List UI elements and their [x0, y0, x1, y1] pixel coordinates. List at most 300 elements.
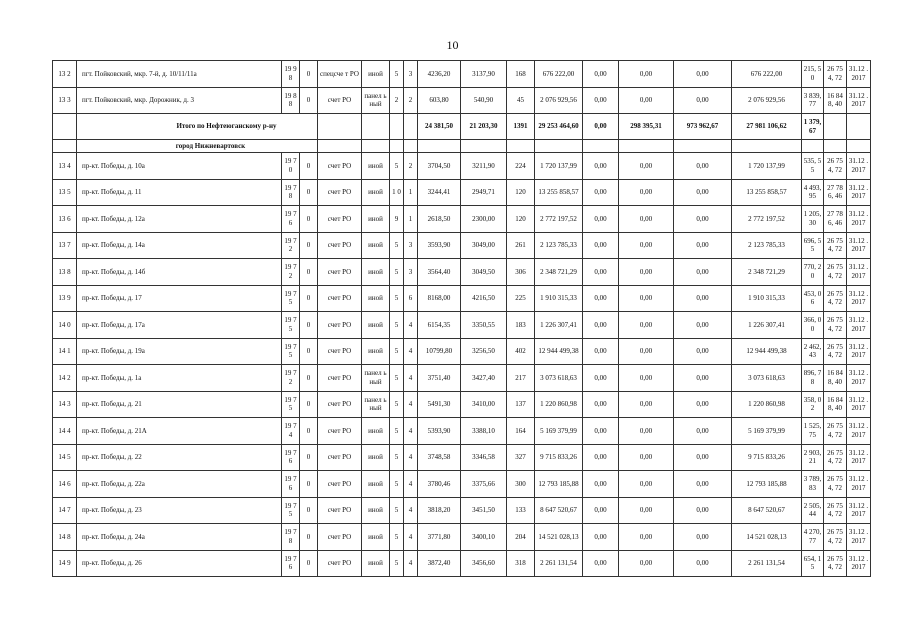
table-row [53, 391, 871, 418]
deadline: 31.12 .2017 [847, 524, 871, 551]
cost-2: 0,00 [619, 206, 674, 233]
total-c3: 973 962,67 [674, 114, 732, 140]
cost-1: 0,00 [583, 87, 619, 114]
cost-2: 0,00 [619, 418, 674, 445]
zero-flag: 0 [300, 285, 318, 312]
build-year: 19 75 [282, 312, 300, 339]
table-row [53, 338, 871, 365]
deadline: 31.12 .2017 [847, 179, 871, 206]
repair-sum: 2 261 131,54 [535, 550, 583, 577]
living-area: 3451,50 [461, 497, 507, 524]
address: пр-кт. Победы, д. 17а [77, 312, 282, 339]
row-number: 13 6 [53, 206, 77, 233]
floors: 5 [390, 444, 404, 471]
total-cost: 2 261 131,54 [732, 550, 802, 577]
limit-cost: 26 754, 72 [824, 497, 847, 524]
build-year: 19 72 [282, 365, 300, 392]
build-year: 19 74 [282, 418, 300, 445]
total-area: 3704,50 [418, 153, 461, 180]
deadline: 31.12 .2017 [847, 338, 871, 365]
account-type: счет РО [318, 312, 362, 339]
total-cost: 1 720 137,99 [732, 153, 802, 180]
cost-3: 0,00 [674, 87, 732, 114]
total-area: 2618,50 [418, 206, 461, 233]
residents: 217 [507, 365, 535, 392]
floors: 2 [390, 87, 404, 114]
total-cost: 12 793 185,88 [732, 471, 802, 498]
floors: 5 [390, 524, 404, 551]
cost-2: 0,00 [619, 285, 674, 312]
cost-per-m2: 358, 02 [802, 391, 824, 418]
total-area: 3244,41 [418, 179, 461, 206]
cost-3: 0,00 [674, 312, 732, 339]
living-area: 540,90 [461, 87, 507, 114]
wall-material: иной [362, 285, 390, 312]
cost-3: 0,00 [674, 524, 732, 551]
residents: 204 [507, 524, 535, 551]
repair-sum: 5 169 379,99 [535, 418, 583, 445]
floors: 5 [390, 418, 404, 445]
living-area: 3211,90 [461, 153, 507, 180]
deadline: 31.12 .2017 [847, 259, 871, 286]
residents: 300 [507, 471, 535, 498]
limit-cost: 26 754, 72 [824, 312, 847, 339]
deadline: 31.12 .2017 [847, 312, 871, 339]
account-type: счет РО [318, 550, 362, 577]
table-row [53, 497, 871, 524]
wall-material: панел ьный [362, 365, 390, 392]
total-sum: 29 253 464,60 [535, 114, 583, 140]
build-year: 19 75 [282, 497, 300, 524]
floors: 9 [390, 206, 404, 233]
total-area: 8168,00 [418, 285, 461, 312]
cost-per-m2: 1 525, 75 [802, 418, 824, 445]
floors: 5 [390, 497, 404, 524]
repair-sum: 676 222,00 [535, 61, 583, 88]
residents: 45 [507, 87, 535, 114]
zero-flag: 0 [300, 259, 318, 286]
cost-1: 0,00 [583, 232, 619, 259]
zero-flag: 0 [300, 338, 318, 365]
cost-2: 0,00 [619, 232, 674, 259]
account-type: счет РО [318, 391, 362, 418]
total-area: 3818,20 [418, 497, 461, 524]
total-area: 24 381,50 [418, 114, 461, 140]
living-area: 3388,10 [461, 418, 507, 445]
entrances: 4 [404, 418, 418, 445]
limit-cost: 26 754, 72 [824, 232, 847, 259]
living-area: 3400,10 [461, 524, 507, 551]
limit-cost: 26 754, 72 [824, 550, 847, 577]
address: пр-кт. Победы, д. 1а [77, 365, 282, 392]
table-row [53, 206, 871, 233]
cost-1: 0,00 [583, 418, 619, 445]
cost-2: 0,00 [619, 61, 674, 88]
residents: 133 [507, 497, 535, 524]
row-number: 13 5 [53, 179, 77, 206]
cost-2: 0,00 [619, 179, 674, 206]
residents: 224 [507, 153, 535, 180]
cost-2: 0,00 [619, 550, 674, 577]
total-c2: 298 395,31 [619, 114, 674, 140]
entrances: 4 [404, 444, 418, 471]
build-year: 19 76 [282, 444, 300, 471]
cost-1: 0,00 [583, 338, 619, 365]
account-type: счет РО [318, 232, 362, 259]
total-living-area: 21 203,30 [461, 114, 507, 140]
address: пр-кт. Победы, д. 14а [77, 232, 282, 259]
floors: 1 0 [390, 179, 404, 206]
row-number: 14 3 [53, 391, 77, 418]
cost-1: 0,00 [583, 61, 619, 88]
wall-material: иной [362, 259, 390, 286]
floors: 5 [390, 259, 404, 286]
row-number: 14 2 [53, 365, 77, 392]
address: пр-кт. Победы, д. 22 [77, 444, 282, 471]
row-number: 14 9 [53, 550, 77, 577]
repair-sum: 2 772 197,52 [535, 206, 583, 233]
cost-3: 0,00 [674, 179, 732, 206]
table-row [53, 444, 871, 471]
cost-per-m2: 366, 00 [802, 312, 824, 339]
floors: 5 [390, 61, 404, 88]
floors: 5 [390, 153, 404, 180]
row-number: 14 6 [53, 471, 77, 498]
table-row [53, 418, 871, 445]
wall-material: иной [362, 153, 390, 180]
address: пр-кт. Победы, д. 21А [77, 418, 282, 445]
entrances: 4 [404, 471, 418, 498]
residents: 183 [507, 312, 535, 339]
build-year: 19 72 [282, 259, 300, 286]
repair-sum: 2 076 929,56 [535, 87, 583, 114]
cost-per-m2: 654, 15 [802, 550, 824, 577]
total-cost: 14 521 028,13 [732, 524, 802, 551]
wall-material: иной [362, 471, 390, 498]
total-rate: 1 379, 67 [802, 114, 824, 140]
account-type: счет РО [318, 206, 362, 233]
address: пгт. Пойковский, мкр. 7-й, д. 10/11/11а [77, 61, 282, 88]
limit-cost: 16 848, 40 [824, 87, 847, 114]
repair-sum: 9 715 833,26 [535, 444, 583, 471]
cost-3: 0,00 [674, 259, 732, 286]
living-area: 3375,66 [461, 471, 507, 498]
address: пгт. Пойковский, мкр. Дорожник, д. 3 [77, 87, 282, 114]
row-number: 13 2 [53, 61, 77, 88]
zero-flag: 0 [300, 497, 318, 524]
cost-2: 0,00 [619, 471, 674, 498]
floors: 5 [390, 391, 404, 418]
cost-3: 0,00 [674, 444, 732, 471]
cost-per-m2: 2 462, 43 [802, 338, 824, 365]
limit-cost: 27 786, 46 [824, 179, 847, 206]
limit-cost: 26 754, 72 [824, 418, 847, 445]
cost-1: 0,00 [583, 153, 619, 180]
total-area: 3748,58 [418, 444, 461, 471]
repair-sum: 13 255 858,57 [535, 179, 583, 206]
wall-material: иной [362, 61, 390, 88]
residents: 327 [507, 444, 535, 471]
account-type: спецсче т РО [318, 61, 362, 88]
cost-2: 0,00 [619, 153, 674, 180]
total-area: 10799,80 [418, 338, 461, 365]
repair-sum: 12 944 499,38 [535, 338, 583, 365]
living-area: 2949,71 [461, 179, 507, 206]
entrances: 3 [404, 232, 418, 259]
total-cost: 12 944 499,38 [732, 338, 802, 365]
cost-3: 0,00 [674, 418, 732, 445]
living-area: 3410,00 [461, 391, 507, 418]
wall-material: иной [362, 312, 390, 339]
residents: 120 [507, 179, 535, 206]
cost-2: 0,00 [619, 524, 674, 551]
deadline: 31.12 .2017 [847, 61, 871, 88]
residents: 306 [507, 259, 535, 286]
total-label: Итого по Нефтеюганскому р-ну [77, 114, 318, 140]
row-number: 14 4 [53, 418, 77, 445]
residents: 225 [507, 285, 535, 312]
zero-flag: 0 [300, 550, 318, 577]
table-row [53, 550, 871, 577]
limit-cost: 16 848, 40 [824, 365, 847, 392]
build-year: 19 72 [282, 232, 300, 259]
repair-sum: 1 910 315,33 [535, 285, 583, 312]
entrances: 6 [404, 285, 418, 312]
deadline: 31.12 .2017 [847, 497, 871, 524]
row-number: 14 7 [53, 497, 77, 524]
cost-3: 0,00 [674, 550, 732, 577]
cost-1: 0,00 [583, 285, 619, 312]
wall-material: иной [362, 524, 390, 551]
limit-cost: 26 754, 72 [824, 259, 847, 286]
city-name: город Нижневартовск [77, 140, 318, 153]
repair-sum: 1 220 860,98 [535, 391, 583, 418]
zero-flag: 0 [300, 61, 318, 88]
cost-per-m2: 3 789, 83 [802, 471, 824, 498]
cost-3: 0,00 [674, 61, 732, 88]
cost-2: 0,00 [619, 497, 674, 524]
living-area: 4216,50 [461, 285, 507, 312]
wall-material: иной [362, 497, 390, 524]
cost-3: 0,00 [674, 338, 732, 365]
cost-per-m2: 896, 78 [802, 365, 824, 392]
cost-per-m2: 453, 06 [802, 285, 824, 312]
total-area: 3564,40 [418, 259, 461, 286]
cost-2: 0,00 [619, 312, 674, 339]
address: пр-кт. Победы, д. 12а [77, 206, 282, 233]
address: пр-кт. Победы, д. 14б [77, 259, 282, 286]
total-cost: 27 981 106,62 [732, 114, 802, 140]
address: пр-кт. Победы, д. 10а [77, 153, 282, 180]
zero-flag: 0 [300, 232, 318, 259]
living-area: 3456,60 [461, 550, 507, 577]
residents: 164 [507, 418, 535, 445]
cost-1: 0,00 [583, 259, 619, 286]
build-year: 19 78 [282, 179, 300, 206]
total-cost: 13 255 858,57 [732, 179, 802, 206]
entrances: 4 [404, 338, 418, 365]
address: пр-кт. Победы, д. 19а [77, 338, 282, 365]
city-header-row [53, 140, 871, 153]
cost-3: 0,00 [674, 391, 732, 418]
repair-sum: 2 348 721,29 [535, 259, 583, 286]
table-row [53, 285, 871, 312]
living-area: 2300,00 [461, 206, 507, 233]
repair-sum: 1 720 137,99 [535, 153, 583, 180]
table-row [53, 365, 871, 392]
account-type: счет РО [318, 524, 362, 551]
entrances: 4 [404, 365, 418, 392]
total-cost: 1 220 860,98 [732, 391, 802, 418]
account-type: счет РО [318, 365, 362, 392]
zero-flag: 0 [300, 418, 318, 445]
address: пр-кт. Победы, д. 23 [77, 497, 282, 524]
entrances: 4 [404, 391, 418, 418]
cost-2: 0,00 [619, 338, 674, 365]
row-number: 14 0 [53, 312, 77, 339]
total-cost: 9 715 833,26 [732, 444, 802, 471]
residents: 318 [507, 550, 535, 577]
district-total-row [53, 114, 871, 140]
entrances: 1 [404, 179, 418, 206]
row-number: 13 7 [53, 232, 77, 259]
zero-flag: 0 [300, 87, 318, 114]
cost-per-m2: 4 270, 77 [802, 524, 824, 551]
total-area: 3751,40 [418, 365, 461, 392]
repair-sum: 2 123 785,33 [535, 232, 583, 259]
wall-material: иной [362, 232, 390, 259]
entrances: 3 [404, 61, 418, 88]
deadline: 31.12 .2017 [847, 365, 871, 392]
entrances: 4 [404, 550, 418, 577]
row-number: 13 4 [53, 153, 77, 180]
total-c1: 0,00 [583, 114, 619, 140]
build-year: 19 76 [282, 206, 300, 233]
total-cost: 2 076 929,56 [732, 87, 802, 114]
build-year: 19 75 [282, 285, 300, 312]
account-type: счет РО [318, 259, 362, 286]
cost-3: 0,00 [674, 153, 732, 180]
wall-material: иной [362, 444, 390, 471]
row-number: 13 3 [53, 87, 77, 114]
table-row [53, 61, 871, 88]
cost-2: 0,00 [619, 444, 674, 471]
build-year: 19 76 [282, 471, 300, 498]
cost-1: 0,00 [583, 391, 619, 418]
zero-flag: 0 [300, 179, 318, 206]
repair-sum: 8 647 520,67 [535, 497, 583, 524]
limit-cost: 26 754, 72 [824, 338, 847, 365]
wall-material: иной [362, 418, 390, 445]
cost-3: 0,00 [674, 232, 732, 259]
row-number: 13 8 [53, 259, 77, 286]
table-row [53, 259, 871, 286]
address: пр-кт. Победы, д. 11 [77, 179, 282, 206]
cost-per-m2: 215, 50 [802, 61, 824, 88]
account-type: счет РО [318, 338, 362, 365]
limit-cost: 27 786, 46 [824, 206, 847, 233]
floors: 5 [390, 232, 404, 259]
wall-material: иной [362, 179, 390, 206]
wall-material: панел ьный [362, 391, 390, 418]
address: пр-кт. Победы, д. 26 [77, 550, 282, 577]
entrances: 4 [404, 312, 418, 339]
total-cost: 5 169 379,99 [732, 418, 802, 445]
limit-cost: 26 754, 72 [824, 285, 847, 312]
total-area: 3771,80 [418, 524, 461, 551]
deadline: 31.12 .2017 [847, 285, 871, 312]
total-residents: 1391 [507, 114, 535, 140]
wall-material: иной [362, 550, 390, 577]
cost-1: 0,00 [583, 312, 619, 339]
limit-cost: 26 754, 72 [824, 61, 847, 88]
cost-3: 0,00 [674, 365, 732, 392]
build-year: 19 76 [282, 550, 300, 577]
cost-3: 0,00 [674, 497, 732, 524]
address: пр-кт. Победы, д. 22а [77, 471, 282, 498]
zero-flag: 0 [300, 391, 318, 418]
residents: 137 [507, 391, 535, 418]
deadline: 31.12 .2017 [847, 418, 871, 445]
living-area: 3346,58 [461, 444, 507, 471]
cost-1: 0,00 [583, 497, 619, 524]
account-type: счет РО [318, 471, 362, 498]
cost-per-m2: 2 903, 21 [802, 444, 824, 471]
floors: 5 [390, 285, 404, 312]
cost-3: 0,00 [674, 206, 732, 233]
cost-1: 0,00 [583, 365, 619, 392]
wall-material: иной [362, 206, 390, 233]
cost-2: 0,00 [619, 365, 674, 392]
build-year: 19 98 [282, 61, 300, 88]
cost-per-m2: 2 505, 44 [802, 497, 824, 524]
cost-3: 0,00 [674, 471, 732, 498]
cost-1: 0,00 [583, 206, 619, 233]
account-type: счет РО [318, 285, 362, 312]
limit-cost: 26 754, 72 [824, 524, 847, 551]
table-row [53, 179, 871, 206]
wall-material: панел ьный [362, 87, 390, 114]
cost-per-m2: 4 493, 95 [802, 179, 824, 206]
row-number: 14 1 [53, 338, 77, 365]
address: пр-кт. Победы, д. 21 [77, 391, 282, 418]
address: пр-кт. Победы, д. 17 [77, 285, 282, 312]
zero-flag: 0 [300, 206, 318, 233]
floors: 5 [390, 365, 404, 392]
deadline: 31.12 .2017 [847, 471, 871, 498]
floors: 5 [390, 312, 404, 339]
entrances: 2 [404, 153, 418, 180]
entrances: 4 [404, 497, 418, 524]
build-year: 19 78 [282, 524, 300, 551]
cost-1: 0,00 [583, 179, 619, 206]
total-area: 603,80 [418, 87, 461, 114]
row-number: 14 8 [53, 524, 77, 551]
row-number: 13 9 [53, 285, 77, 312]
limit-cost: 26 754, 72 [824, 444, 847, 471]
residents: 120 [507, 206, 535, 233]
total-area: 5393,90 [418, 418, 461, 445]
account-type: счет РО [318, 444, 362, 471]
entrances: 3 [404, 259, 418, 286]
table-row [53, 471, 871, 498]
zero-flag: 0 [300, 444, 318, 471]
total-cost: 2 348 721,29 [732, 259, 802, 286]
page-number: 10 [446, 38, 459, 52]
zero-flag: 0 [300, 153, 318, 180]
residents: 261 [507, 232, 535, 259]
build-year: 19 75 [282, 391, 300, 418]
